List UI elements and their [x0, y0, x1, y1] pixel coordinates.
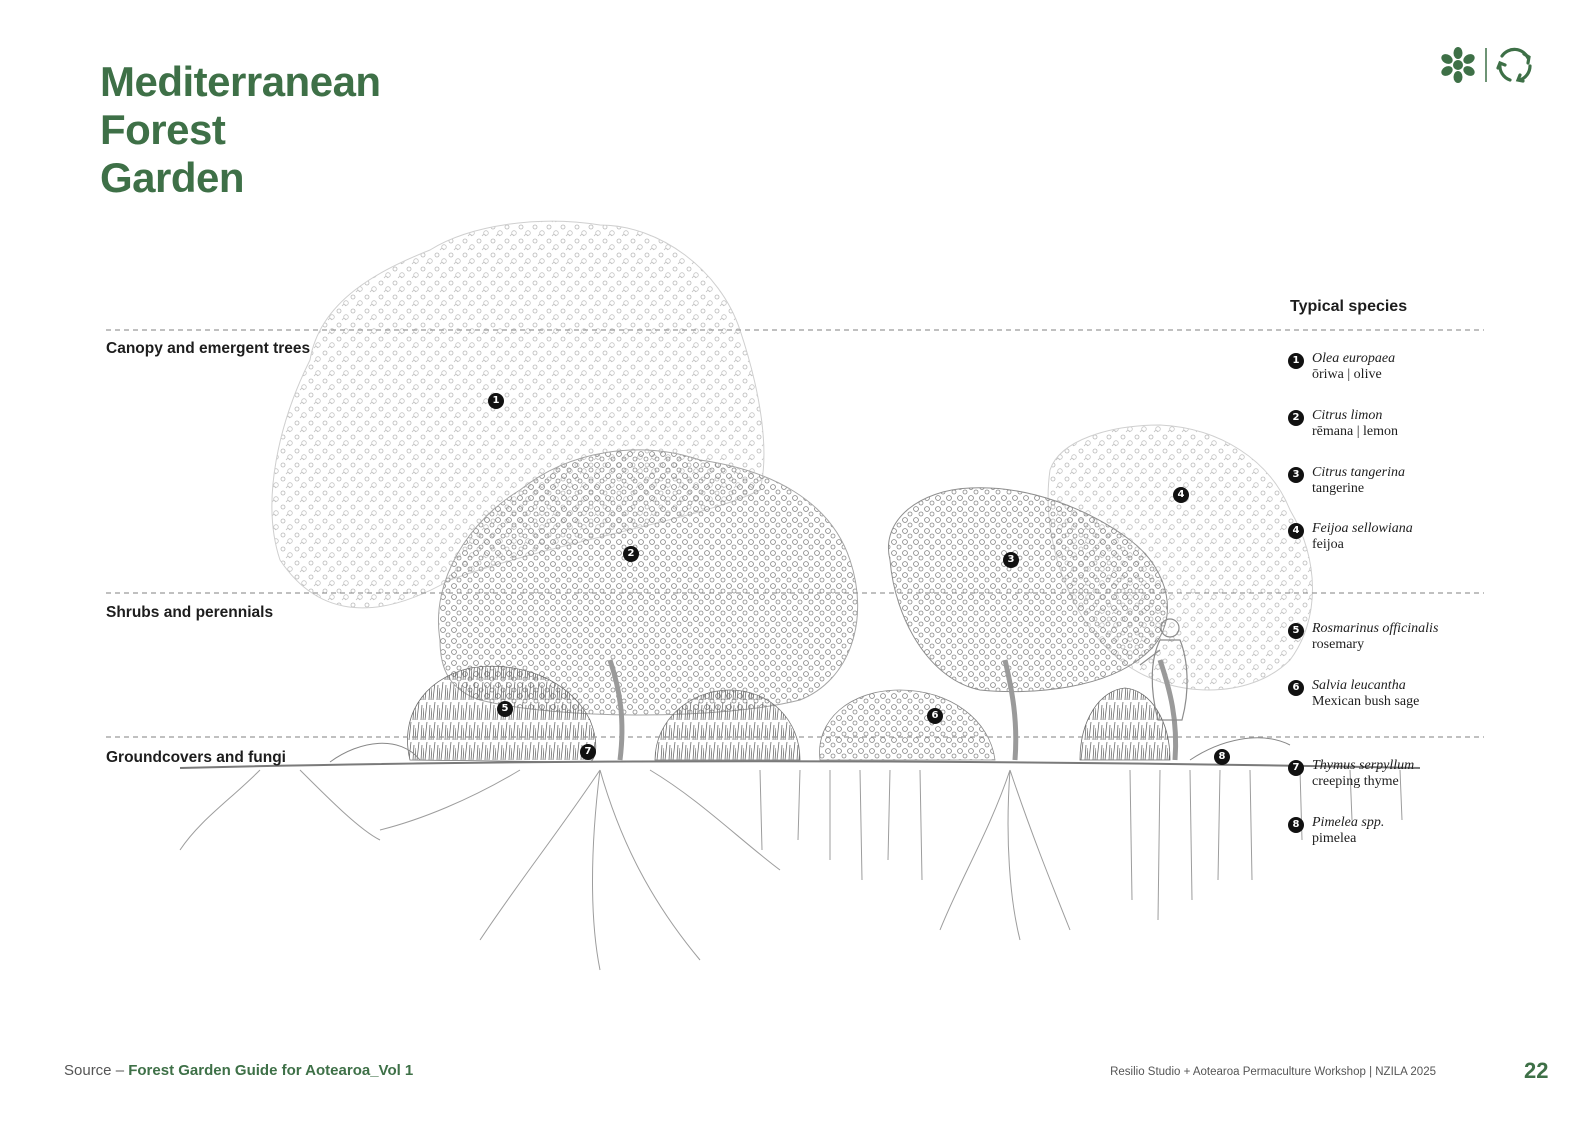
- salvia-shrub: [820, 690, 995, 760]
- species-latin: Rosmarinus officinalis: [1312, 621, 1439, 636]
- layer-label-groundcovers: Groundcovers and fungi: [106, 749, 286, 766]
- marker-7: 7: [580, 744, 596, 760]
- page-number: 22: [1524, 1058, 1549, 1083]
- layer-label-canopy: Canopy and emergent trees: [106, 340, 311, 357]
- species-common: Mexican bush sage: [1312, 694, 1420, 709]
- species-number: 5: [1288, 623, 1304, 639]
- marker-6: 6: [927, 708, 943, 724]
- species-number: 1: [1288, 353, 1304, 369]
- marker-3: 3: [1003, 552, 1019, 568]
- species-latin: Olea europaea: [1312, 351, 1396, 366]
- species-number: 7: [1288, 760, 1304, 776]
- marker-2: 2: [623, 546, 639, 562]
- species-common: feijoa: [1312, 537, 1344, 552]
- roots: [180, 770, 1402, 970]
- species-common: tangerine: [1312, 481, 1365, 496]
- title-line-2: Forest: [100, 106, 226, 153]
- species-common: pimelea: [1312, 831, 1357, 846]
- marker-8: 8: [1214, 749, 1230, 765]
- species-common: creeping thyme: [1312, 774, 1399, 789]
- marker-4: 4: [1173, 487, 1189, 503]
- footer-credit: Resilio Studio + Aotearoa Permaculture Workshop | NZILA 2025: [1110, 1066, 1436, 1078]
- species-number: 2: [1288, 410, 1304, 426]
- marker-1: 1: [488, 393, 504, 409]
- species-number: 8: [1288, 817, 1304, 833]
- species-latin: Citrus tangerina: [1312, 465, 1405, 480]
- right-shrub: [1080, 688, 1170, 760]
- title-line-1: Mediterranean: [100, 58, 381, 105]
- species-common: ōriwa | olive: [1312, 367, 1382, 382]
- species-latin: Feijoa sellowiana: [1312, 521, 1413, 536]
- species-common: rēmana | lemon: [1312, 424, 1398, 439]
- source-title: Forest Garden Guide for Aotearoa_Vol 1: [128, 1062, 414, 1079]
- source-credit: [64, 1062, 413, 1079]
- species-latin: Thymus serpyllum: [1312, 758, 1415, 773]
- species-latin: Citrus limon: [1312, 408, 1383, 423]
- species-common: rosemary: [1312, 637, 1365, 652]
- species-number: 4: [1288, 523, 1304, 539]
- species-latin: Salvia leucantha: [1312, 678, 1406, 693]
- layer-label-shrubs: Shrubs and perennials: [106, 604, 274, 621]
- species-latin: Pimelea spp.: [1312, 815, 1385, 830]
- marker-5: 5: [497, 701, 513, 717]
- source-prefix: Source –: [64, 1062, 129, 1079]
- ground-line: [180, 761, 1420, 768]
- species-number: 3: [1288, 467, 1304, 483]
- species-number: 6: [1288, 680, 1304, 696]
- species-heading: Typical species: [1290, 298, 1408, 315]
- title-line-3: Garden: [100, 154, 245, 201]
